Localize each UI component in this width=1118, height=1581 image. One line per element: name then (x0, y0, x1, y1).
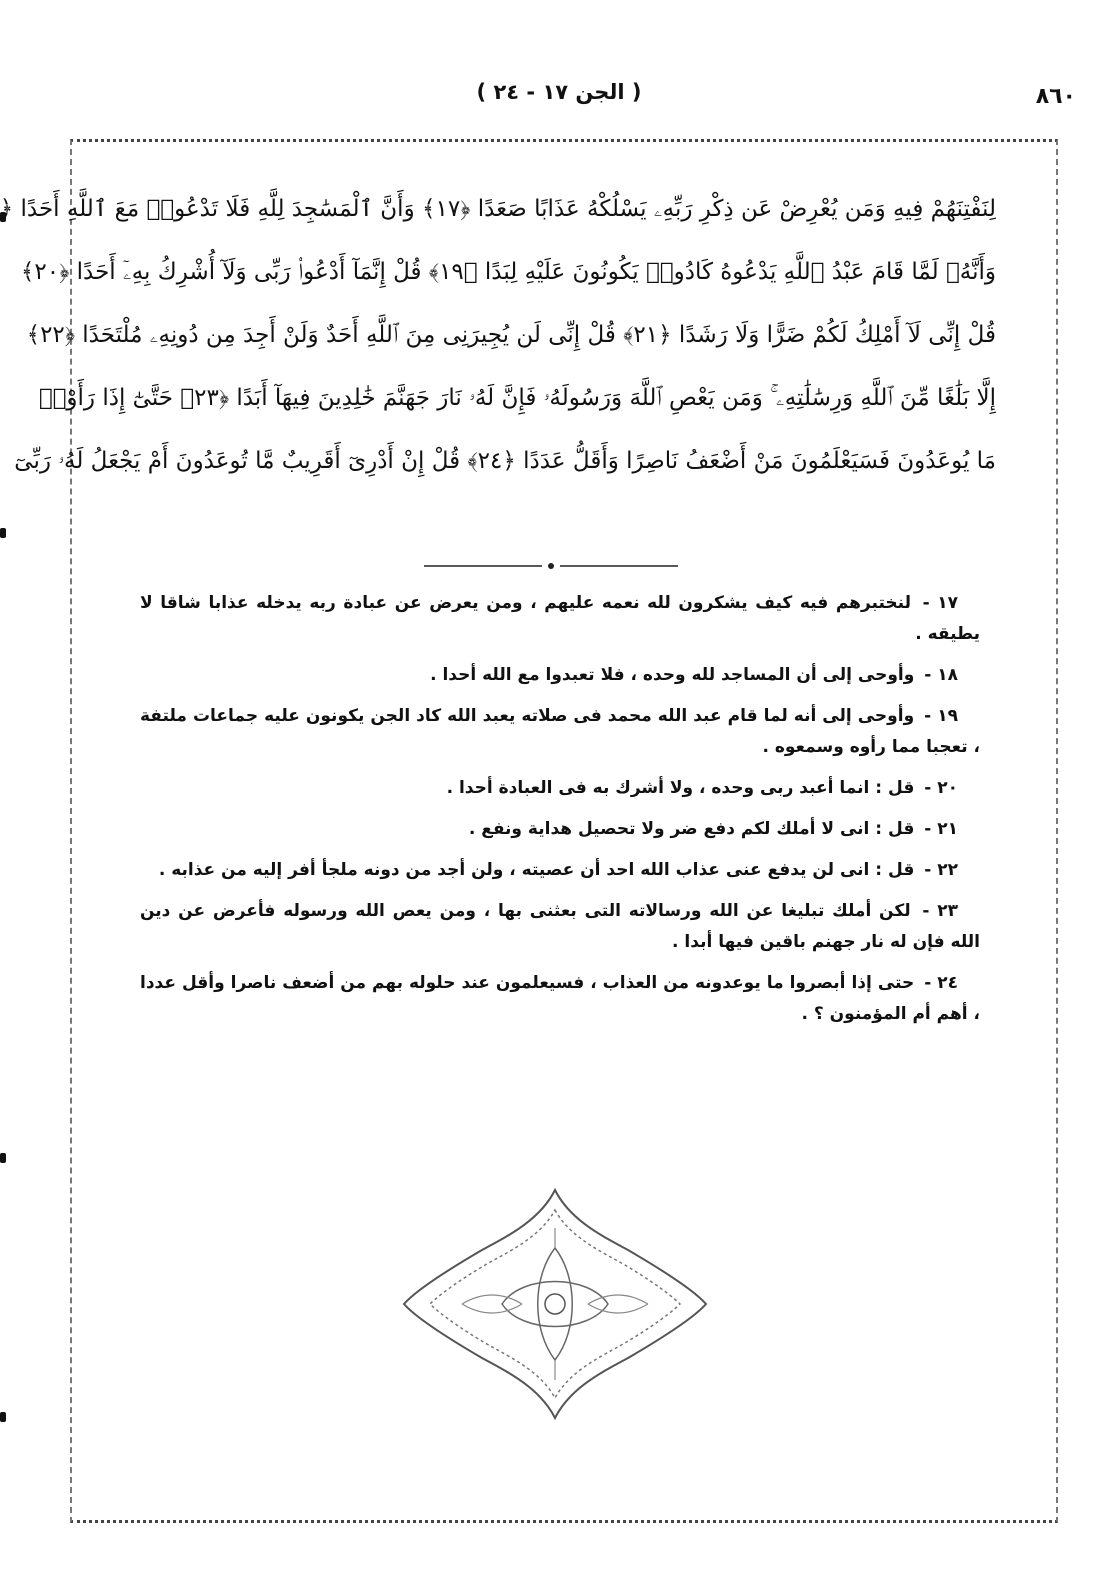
note-number: ١٧ - (922, 593, 958, 613)
verse-line: إِلَّا بَلَٰغًا مِّنَ ٱللَّهِ وَرِسَٰلَٰتِهِۦ ۚ وَمَن يَعْصِ ٱللَّهَ وَرَسُولَهُۥ فَإِنَّ لَهُۥ نَارَ جَهَنَّمَ خَٰلِدِينَ فِيهَآ أَبَدًا ﴿٢٣﴾ حَتَّىٰٓ إِذَا رَأَوْا۟ (38, 385, 996, 411)
note-text: وأوحى إلى أن المساجد لله وحده ، فلا تعبدوا مع الله أحدا . (430, 665, 915, 685)
binding-mark (0, 1153, 6, 1163)
running-header: ( الجن ١٧ - ٢٤ ) (476, 80, 642, 104)
binding-mark (0, 1412, 6, 1422)
note-number: ١٩ - (924, 706, 958, 726)
verse-line: قُلْ إِنِّى لَآ أَمْلِكُ لَكُمْ ضَرًّا وَلَا رَشَدًا ﴿٢١﴾ قُلْ إِنِّى لَن يُجِيرَنِى مِنَ ٱللَّهِ أَحَدٌ وَلَنْ أَجِدَ مِن دُونِهِۦ مُلْتَحَدًا ﴿٢٢﴾ (26, 322, 996, 348)
note-text: قل : انما أعبد ربى وحده ، ولا أشرك به فى العبادة أحدا . (446, 778, 915, 798)
note-number: ٢٢ - (924, 860, 958, 880)
binding-mark (0, 528, 6, 538)
note-text: قل : انى لن يدفع عنى عذاب الله احد أن عصيته ، ولن أجد من دونه ملجأ أفر إليه من عذابه . (158, 860, 915, 880)
commentary-note (140, 588, 980, 650)
note-number: ٢٣ - (922, 901, 958, 921)
quran-verses-block (0, 178, 996, 493)
decorative-ornament (402, 1188, 708, 1420)
commentary-note (140, 814, 980, 845)
commentary-note (140, 896, 980, 958)
commentary-note (140, 701, 980, 763)
note-number: ٢١ - (924, 819, 958, 839)
note-number: ٢٤ - (924, 973, 958, 993)
commentary-note (140, 968, 980, 1030)
verse-line: وَأَنَّهُۥ لَمَّا قَامَ عَبْدُ ٱللَّهِ يَدْعُوهُ كَادُوا۟ يَكُونُونَ عَلَيْهِ لِبَدًا ﴿١٩﴾ قُلْ إِنَّمَآ أَدْعُوا۟ رَبِّى وَلَآ أُشْرِكُ بِهِۦٓ أَحَدًا ﴿٢٠﴾ (20, 259, 996, 285)
note-number: ٢٠ - (924, 778, 958, 798)
commentary-block (140, 588, 980, 1040)
commentary-note (140, 660, 980, 691)
note-text: لنختبرهم فيه كيف يشكرون لله نعمه عليهم ، ومن يعرض عن عبادة ربه يدخله عذابا شاقا لا يطيقه . (140, 593, 980, 644)
note-text: لكن أملك تبليغا عن الله ورسالاته التى بعثنى بها ، ومن يعص الله ورسوله فأعرض عن دين الله فإن له نار جهنم باقين فيها أبدا . (140, 901, 980, 952)
verse-line: مَا يُوعَدُونَ فَسَيَعْلَمُونَ مَنْ أَضْعَفُ نَاصِرًا وَأَقَلُّ عَدَدًا ﴿٢٤﴾ قُلْ إِنْ أَدْرِىٓ أَقَرِيبٌ مَّا تُوعَدُونَ أَمْ يَجْعَلُ لَهُۥ رَبِّىٓ (14, 448, 996, 474)
note-text: وأوحى إلى أنه لما قام عبد الله محمد فى صلاته يعبد الله كاد الجن يكونون عليه جماعات ملتفة ، تعجبا مما رأوه وسمعوه . (140, 706, 980, 757)
note-number: ١٨ - (924, 665, 958, 685)
page-number: ٨٦٠ (1035, 84, 1076, 109)
section-divider (424, 563, 678, 569)
note-text: قل : انى لا أملك لكم دفع ضر ولا تحصيل هداية ونفع . (468, 819, 915, 839)
commentary-note (140, 773, 980, 804)
note-text: حتى إذا أبصروا ما يوعدونه من العذاب ، فسيعلمون عند حلوله بهم من أضعف ناصرا وأقل عددا ، أهم أم المؤمنون ؟ . (140, 973, 980, 1024)
verse-line: لِنَفْتِنَهُمْ فِيهِ وَمَن يُعْرِضْ عَن ذِكْرِ رَبِّهِۦ يَسْلُكْهُ عَذَابًا صَعَدًا ﴿١٧﴾ وَأَنَّ ٱلْمَسَٰجِدَ لِلَّهِ فَلَا تَدْعُوا۟ مَعَ ٱللَّهِ أَحَدًا ﴿ (0, 196, 996, 222)
commentary-note (140, 855, 980, 886)
